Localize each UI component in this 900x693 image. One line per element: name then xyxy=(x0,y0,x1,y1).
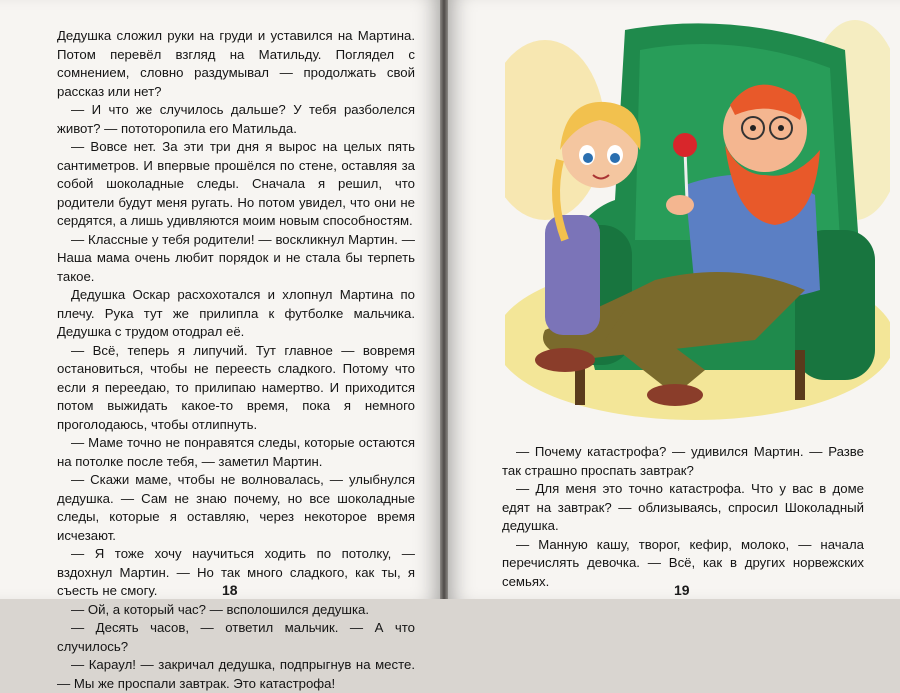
paragraph: — Вовсе нет. За эти три дня я вырос на целых пять сантиметров. И впервые прошёлся по стене, оставляя за собой шоколадные следы. Сначала я решил, что родители будут меня ругать. Но потом увидел, что они не сердятся, а лишь удивляются моим новым способностям. xyxy=(57,139,415,228)
paragraph: — Всё, теперь я липучий. Тут главное — вовремя остановиться, чтобы не переесть сладкого. Потому что если я переедаю, то прилипаю намертво. И приходится потом выжидать какое-то время, пока я немного проголодаюсь, чтобы отлипнуть. xyxy=(57,342,415,432)
paragraph: — Для меня это точно катастрофа. Что у вас в доме едят на завтрак? — облизываясь, спросил Шоколадный дедушка. xyxy=(502,481,864,533)
paragraph: — Я тоже хочу научиться ходить по потолку, — вздохнул Мартин. — Но так много сладкого, как ты, я съесть не смогу. xyxy=(57,546,415,598)
page-number-right: 19 xyxy=(674,582,690,598)
paragraph: — Десять часов, — ответил мальчик. — А что случилось? xyxy=(57,620,415,654)
paragraph: Дедушка Оскар расхохотался и хлопнул Мартина по плечу. Рука тут же прилипла к футболке мальчика. Дедушка с трудом отодрал её. xyxy=(57,287,415,339)
page-number-left: 18 xyxy=(222,582,238,598)
paragraph: — Почему катастрофа? — удивился Мартин. — Разве так страшно проспать завтрак? xyxy=(502,444,864,478)
paragraph: — И что же случилось дальше? У тебя разболелся живот? — пототоропила его Матильда. xyxy=(57,102,415,136)
paragraph: — Классные у тебя родители! — воскликнул Мартин. — Наша мама очень любит порядок и не стала бы терпеть такое. xyxy=(57,231,415,284)
paragraph: Дедушка сложил руки на груди и уставился на Мартина. Потом перевёл взгляд на Матильду. Поглядел с сомнением, словно раздумывал — продолжать свой рассказ или нет? xyxy=(57,28,415,99)
paragraph: — Скажи маме, чтобы не волновалась, — улыбнулся дедушка. — Сам не знаю почему, но все шоколадные следы, которые я оставляю, через некоторое время исчезают. xyxy=(57,472,415,543)
paragraph: — Караул! — закричал дедушка, подпрыгнув на месте. — Мы же проспали завтрак. Это катастрофа! xyxy=(57,657,415,691)
illustration-svg xyxy=(505,10,890,435)
right-page-text xyxy=(502,443,864,591)
paragraph: — Ой, а который час? — всполошился дедушка. xyxy=(71,601,369,617)
illustration-grandpa-and-girl-in-armchair xyxy=(505,10,890,435)
book-gutter xyxy=(440,0,448,599)
paragraph: — Манную кашу, творог, кефир, молоко, — начала перечислять девочка. — Всё, как в других норвежских семьях. xyxy=(502,536,864,589)
paragraph: — Маме точно не понравятся следы, которые остаются на потолке после тебя, — заметил Мартин. xyxy=(57,435,415,469)
